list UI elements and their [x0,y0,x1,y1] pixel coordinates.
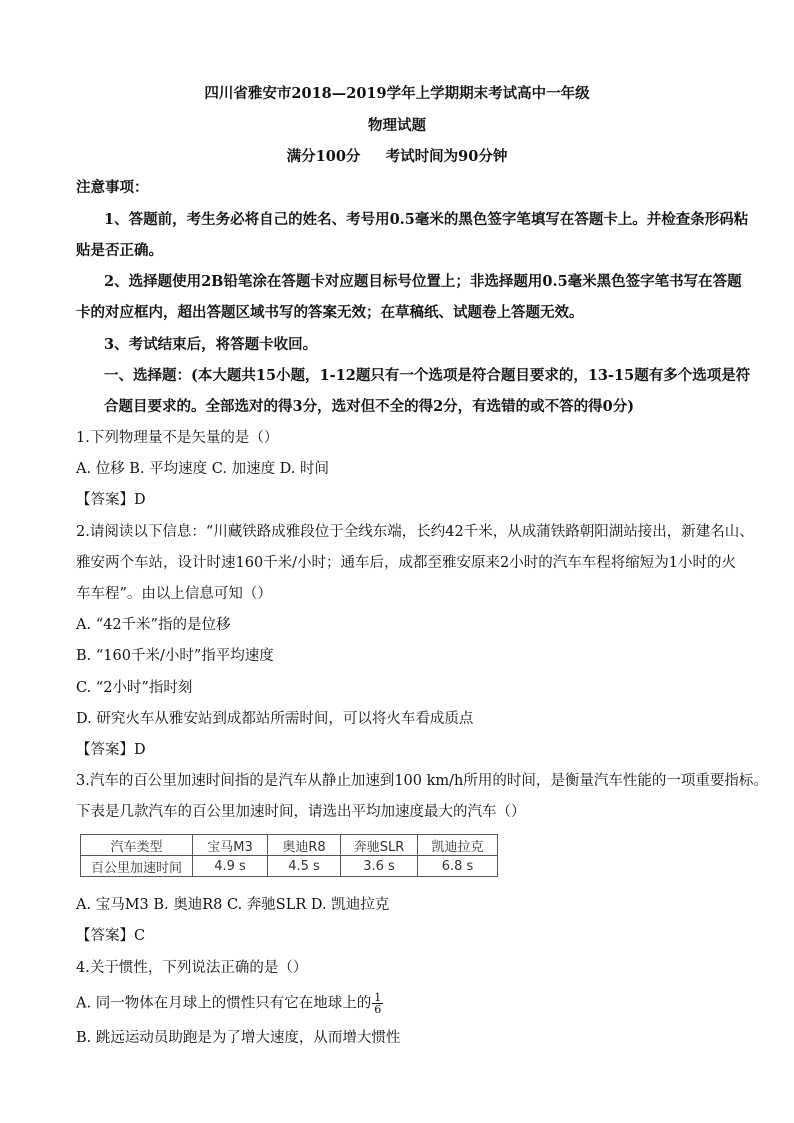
car-acceleration-table [80,834,498,877]
table-header-cell: 奥迪R8 [268,835,341,856]
table-header-cell: 宝马M3 [193,835,268,856]
fraction-numerator: 1 [374,991,382,1004]
exam-subtitle: 物理试题 [368,117,426,134]
table-cell: 6.8 s [418,856,498,877]
table-cell: 4.9 s [193,856,268,877]
notice-heading: 注意事项： [76,179,149,196]
table-row [81,856,498,877]
table-cell: 3.6 s [341,856,418,877]
fraction-denominator: 6 [374,1003,382,1016]
table-cell: 百公里加速时间 [81,856,193,877]
exam-title: 四川省雅安市2018—2019学年上学期期末考试高中一年级 [204,85,590,102]
time-info: 考试时间为90分钟 [385,148,508,165]
q1-stem: 1.下列物理量不是矢量的是（） [76,430,279,446]
q1-options: A. 位移 B. 平均速度 C. 加速度 D. 时间 [76,461,330,477]
q2-stem-line-1: 2.请阅读以下信息：“川藏铁路成雅段位于全线东端，长约42千米，从成蒲铁路朝阳湖站接出，新建名山、 [76,524,754,540]
q2-stem-line-3: 车车程”。由以上信息可知（） [76,586,272,602]
table-header-cell: 汽车类型 [81,835,193,856]
q2-option-b: B. “160千米/小时”指平均速度 [76,648,274,664]
table-cell: 4.5 s [268,856,341,877]
q2-answer: 【答案】D [76,742,146,758]
table-header-row [81,835,498,856]
q4-option-b: B. 跳远运动员助跑是为了增大速度，从而增大惯性 [76,1030,401,1046]
q2-option-c: C. “2小时”指时刻 [76,680,193,696]
q3-stem-line-1: 3.汽车的百公里加速时间指的是汽车从静止加速到100 km/h所用的时间，是衡量汽车性能的一项重要指标。 [76,773,768,789]
section-heading-line-2: 合题目要求的。全部选对的得3分，选对但不全的得2分，有选错的或不答的得0分) [104,398,635,415]
q2-stem-line-2: 雅安两个车站，设计时速160千米/小时；通车后，成都至雅安原来2小时的汽车车程将缩短为1小时的火 [76,555,737,571]
notice-item-3: 3、考试结束后，将答题卡收回。 [104,336,318,353]
notice-item-1-line-2: 贴是否正确。 [76,242,163,259]
q4-option-a [76,992,383,1015]
exam-meta [0,147,794,167]
q2-option-a: A. “42千米”指的是位移 [76,617,231,633]
notice-item-2-line-2: 卡的对应框内，超出答题区域书写的答案无效；在草稿纸、试题卷上答题无效。 [76,304,584,321]
fraction-one-sixth [372,992,383,1015]
table-header-cell: 奔驰SLR [341,835,418,856]
notice-item-1-line-1: 1、答题前，考生务必将自己的姓名、考号用0.5毫米的黑色签字笔填写在答题卡上。并检查条形码粘 [104,211,749,228]
score-info: 满分100分 [286,148,361,165]
q1-answer: 【答案】D [76,492,146,508]
q3-stem-line-2: 下表是几款汽车的百公里加速时间，请选出平均加速度最大的汽车（） [76,804,526,820]
q2-option-d: D. 研究火车从雅安站到成都站所需时间，可以将火车看成质点 [76,711,474,727]
table-header-cell: 凯迪拉克 [418,835,498,856]
q4-option-a-text: A. 同一物体在月球上的惯性只有它在地球上的 [76,995,372,1012]
notice-item-2-line-1: 2、选择题使用2B铅笔涂在答题卡对应题目标号位置上；非选择题用0.5毫米黑色签字笔书写在答题 [104,273,742,290]
section-heading-line-1: 一、选择题：(本大题共15小题，1-12题只有一个选项是符合题目要求的，13-15题有多个选项是符 [104,367,751,384]
q3-options: A. 宝马M3 B. 奥迪R8 C. 奔驰SLR D. 凯迪拉克 [76,897,390,913]
q4-stem: 4.关于惯性，下列说法正确的是（） [76,960,308,976]
q3-answer: 【答案】C [76,928,146,944]
